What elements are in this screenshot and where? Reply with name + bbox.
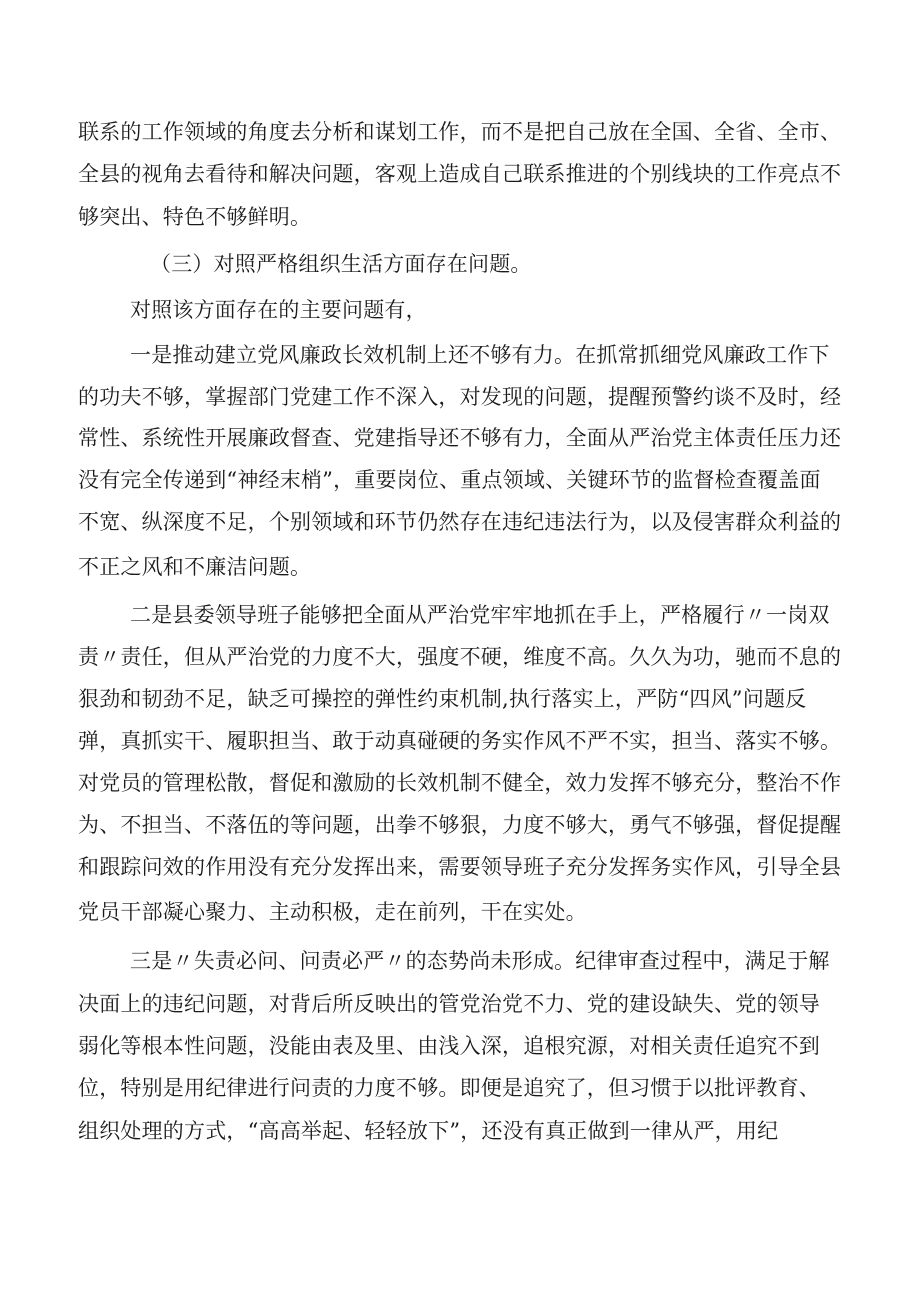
text-line: 决面上的违纪问题，对背后所反映出的管党治党不力、党的建设缺失、党的领导 <box>78 992 820 1016</box>
text-line: 不正之风和不廉洁问题。 <box>78 555 312 579</box>
text-line: 对党员的管理松散，督促和激励的长效机制不健全，效力发挥不够充分，整治不作 <box>78 771 842 795</box>
text-line: 全县的视角去看待和解决问题，客观上造成自己联系推进的个别线块的工作亮点不 <box>78 162 842 186</box>
text-line: 的功夫不够，掌握部门党建工作不深入，对发现的问题，提醒预警约谈不及时，经 <box>78 385 842 409</box>
text-line: 三是〃失责必问、问责必严〃的态势尚未形成。纪律审查过程中，满足于解 <box>130 949 830 973</box>
section-heading: （三）对照严格组织生活方面存在问题。 <box>150 252 532 276</box>
text-line: 和跟踪问效的作用没有充分发挥出来，需要领导班子充分发挥务实作风，引导全县 <box>78 855 842 879</box>
text-line: 弱化等根本性问题，没能由表及里、由浅入深，追根究源，对相关责任追究不到 <box>78 1034 820 1058</box>
text-line: 位，特别是用纪律进行问责的力度不够。即便是追究了，但习惯于以批评教育、 <box>78 1076 820 1100</box>
text-line: 党员干部凝心聚力、主动积极，走在前列，干在实处。 <box>78 900 587 924</box>
text-line: 狠劲和韧劲不足，缺乏可操控的弹性约束机制,执行落实上，严防“四风”问题反 <box>78 687 807 711</box>
text-line: 组织处理的方式，“高高举起、轻轻放下”，还没有真正做到一律从严，用纪 <box>78 1119 779 1143</box>
text-line: 一是推动建立党风廉政长效机制上还不够有力。在抓常抓细党风廉政工作下 <box>130 343 830 367</box>
text-line: 为、不担当、不落伍的等问题，出拳不够狠，力度不够大，勇气不够强，督促提醒 <box>78 813 842 837</box>
text-line: 对照该方面存在的主要问题有， <box>130 298 427 322</box>
text-line: 没有完全传递到“神经末梢”，重要岗位、重点领域、关键环节的监督检查覆盖面 <box>78 468 821 492</box>
text-line: 二是县委领导班子能够把全面从严治党牢牢地抓在手上，严格履行〃一岗双 <box>130 603 830 627</box>
text-line: 责〃责任，但从严治党的力度不大，强度不硬，维度不高。久久为功，驰而不息的 <box>78 645 842 669</box>
text-line: 弹，真抓实干、履职担当、敢于动真碰硬的务实作风不严不实，担当、落实不够。 <box>78 729 842 753</box>
text-line: 不宽、纵深度不足，个别领域和环节仍然存在违纪违法行为，以及侵害群众利益的 <box>78 510 842 534</box>
text-line: 常性、系统性开展廉政督查、党建指导还不够有力，全面从严治党主体责任压力还 <box>78 426 842 450</box>
text-line: 够突出、特色不够鲜明。 <box>78 205 312 229</box>
text-line: 联系的工作领域的角度去分析和谋划工作，而不是把自己放在全国、全省、全市、 <box>78 120 842 144</box>
